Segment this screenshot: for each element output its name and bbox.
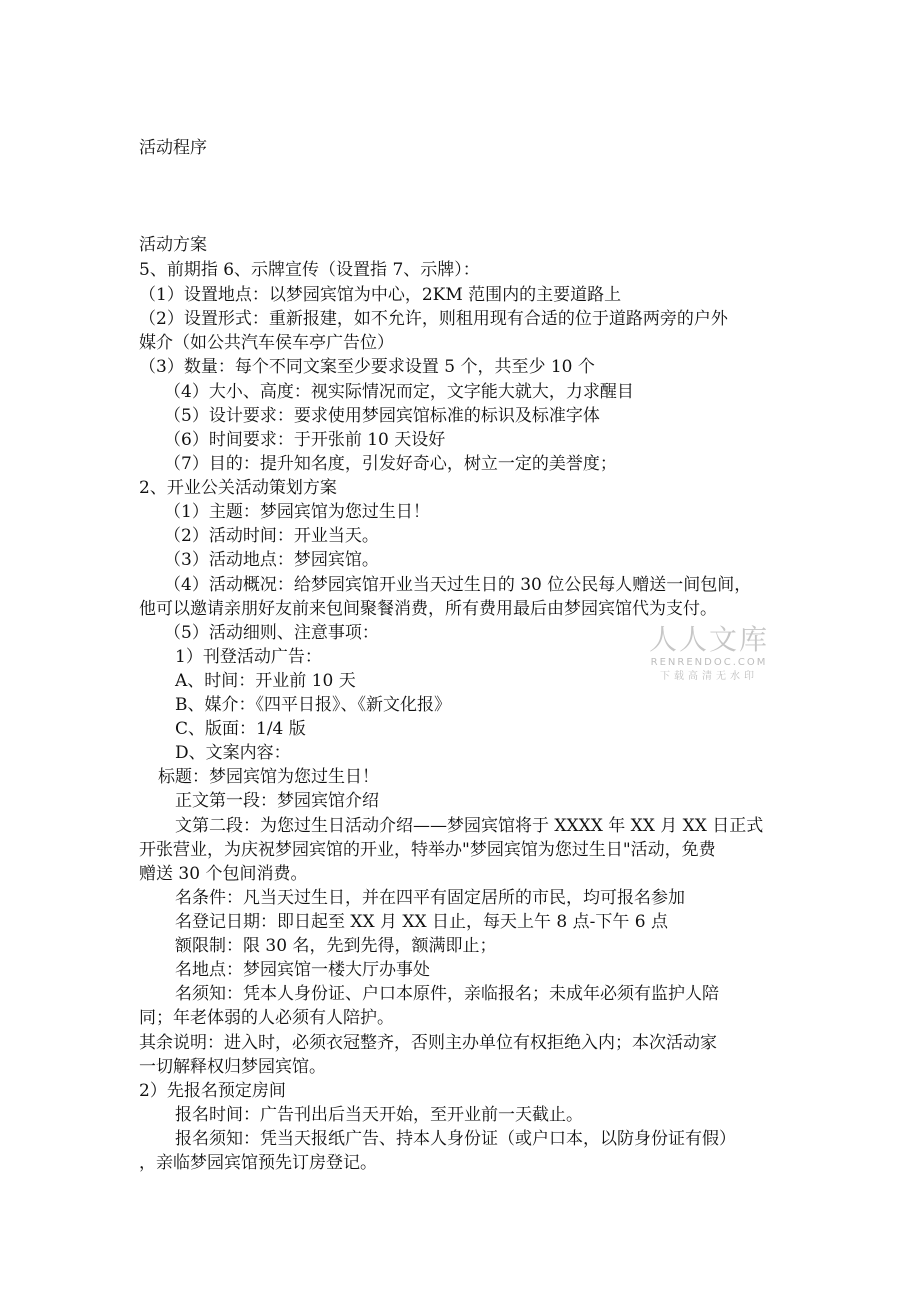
body-line: （7）目的：提升知名度，引发好奇心，树立一定的美誉度； — [164, 454, 617, 474]
body-line: （4）大小、高度：视实际情况而定，文字能大就大，力求醒目 — [164, 382, 634, 402]
body-line: 5、前期指 6、示牌宣传（设置指 7、示牌）： — [139, 260, 480, 280]
body-line: 报名须知：凭当天报纸广告、持本人身份证（或户口本，以防身份证有假） — [175, 1129, 736, 1149]
body-line: B、媒介：《四平日报》、《新文化报》 — [175, 695, 451, 715]
body-line: （1）设置地点：以梦园宾馆为中心，2KM 范围内的主要道路上 — [139, 285, 622, 305]
body-line: （3）数量：每个不同文案至少要求设置 5 个，共至少 10 个 — [139, 357, 595, 377]
body-line: A、时间：开业前 10 天 — [175, 671, 356, 691]
document-title: 活动程序 — [139, 138, 207, 158]
body-line: 名地点：梦园宾馆一楼大厅办事处 — [175, 960, 430, 980]
body-line: （2）活动时间：开业当天。 — [164, 526, 379, 546]
body-line: ，亲临梦园宾馆预先订房登记。 — [139, 1153, 377, 1173]
body-line: 名登记日期：即日起至 XX 月 XX 日止，每天上午 8 点-下午 6 点 — [175, 912, 669, 932]
body-line: 媒介（如公共汽车侯车亭广告位） — [139, 333, 394, 353]
watermark-tagline: 下载高清无水印 — [660, 671, 758, 682]
body-line: （5）活动细则、注意事项： — [164, 623, 379, 643]
body-line: （5）设计要求：要求使用梦园宾馆标准的标识及标准字体 — [164, 406, 600, 426]
body-line: 名条件：凡当天过生日，并在四平有固定居所的市民，均可报名参加 — [175, 888, 685, 908]
body-line: 正文第一段：梦园宾馆介绍 — [175, 791, 379, 811]
body-line: C、版面：1/4 版 — [175, 719, 306, 739]
body-line: 文第二段：为您过生日活动介绍——梦园宾馆将于 XXXX 年 XX 月 XX 日正式 — [175, 816, 764, 836]
body-line: 其余说明：进入时，必须衣冠整齐，否则主办单位有权拒绝入内；本次活动家 — [139, 1033, 717, 1053]
body-line: 2）先报名预定房间 — [139, 1081, 286, 1101]
watermark-name: 人人文库 — [648, 623, 769, 656]
body-line: 名须知：凭本人身份证、户口本原件，亲临报名；未成年必须有监护人陪 — [175, 984, 719, 1004]
body-line: 赠送 30 个包间消费。 — [139, 864, 308, 884]
body-line: （3）活动地点：梦园宾馆。 — [164, 550, 379, 570]
body-line: 额限制：限 30 名，先到先得，额满即止； — [175, 936, 497, 956]
body-line: 同；年老体弱的人必须有人陪护。 — [139, 1008, 394, 1028]
body-line: 他可以邀请亲朋好友前来包间聚餐消费，所有费用最后由梦园宾馆代为支付。 — [139, 599, 717, 619]
body-line: 1）刊登活动广告： — [175, 647, 322, 667]
watermark — [634, 624, 784, 684]
body-line: 开张营业，为庆祝梦园宾馆的开业，特举办"梦园宾馆为您过生日"活动，免费 — [139, 840, 716, 860]
body-line: 报名时间：广告刊出后当天开始，至开业前一天截止。 — [175, 1105, 583, 1125]
body-line: （1）主题：梦园宾馆为您过生日！ — [164, 502, 430, 522]
body-line: 一切解释权归梦园宾馆。 — [139, 1057, 326, 1077]
body-line: 标题：梦园宾馆为您过生日！ — [158, 767, 379, 787]
body-line: D、文案内容： — [175, 743, 291, 763]
body-line: 2、开业公关活动策划方案 — [139, 478, 337, 498]
body-line: （6）时间要求：于开张前 10 天设好 — [164, 430, 446, 450]
body-line: 活动方案 — [139, 235, 207, 255]
body-line: （4）活动概况：给梦园宾馆开业当天过生日的 30 位公民每人赠送一间包间， — [164, 575, 752, 595]
watermark-url: RENRENDOC.COM — [650, 657, 768, 668]
body-line: （2）设置形式：重新报建，如不允许，则租用现有合适的位于道路两旁的户外 — [139, 309, 728, 329]
